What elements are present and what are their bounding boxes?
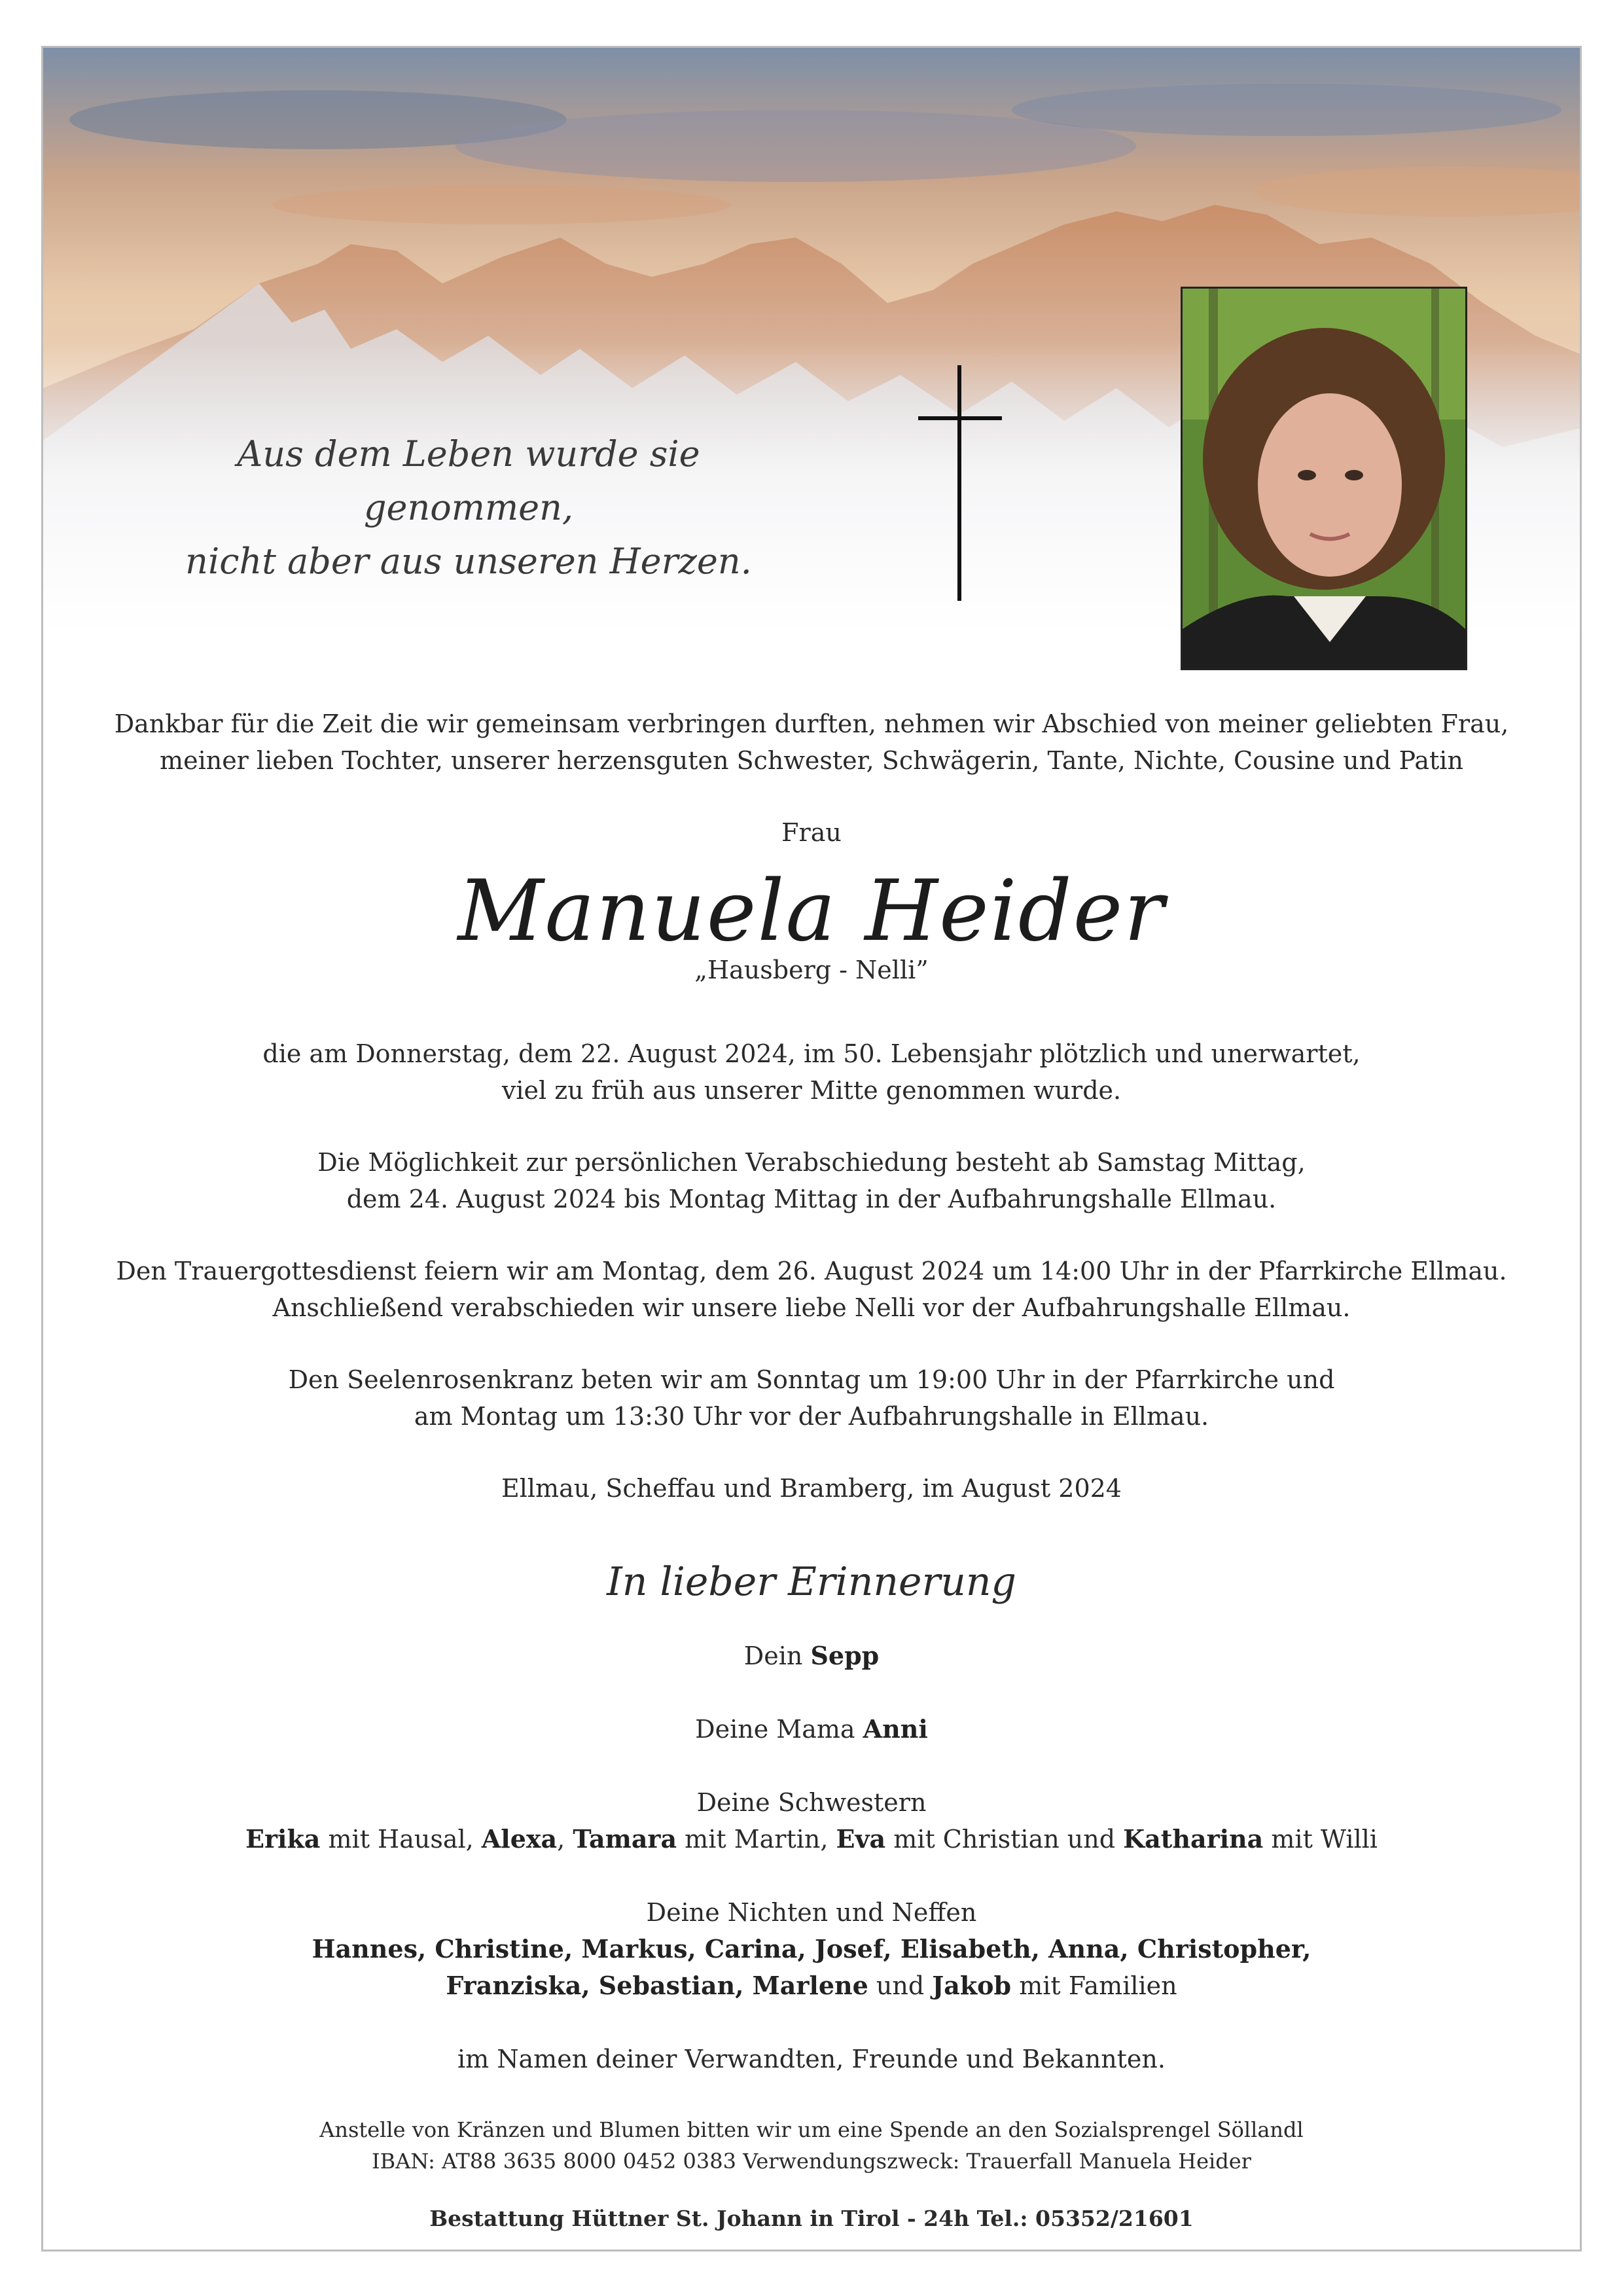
- place-date: Ellmau, Scheffau und Bramberg, im August 2024: [501, 1474, 1122, 1503]
- sister-name: Alexa: [481, 1824, 558, 1854]
- nieces-names: Jakob: [932, 1971, 1012, 2000]
- viewing-paragraph: [43, 1144, 1580, 1217]
- death-line-1: die am Donnerstag, dem 22. August 2024, im 50. Lebensjahr plötzlich und unerwartet,: [262, 1039, 1361, 1068]
- nieces-heading: Deine Nichten und Neffen: [646, 1898, 977, 1927]
- sisters-line: [43, 1821, 1580, 1857]
- quote-line-2: nicht aber aus unseren Herzen.: [185, 541, 752, 582]
- rosary-line-2: am Montag um 13:30 Uhr vor der Aufbahrungshalle in Ellmau.: [414, 1402, 1209, 1431]
- husband-line: [43, 1638, 1580, 1674]
- intro-line-2: meiner lieben Tochter, unserer herzensguten Schwester, Schwägerin, Tante, Nichte, Cousine und Patin: [160, 746, 1463, 775]
- deceased-title: Frau: [781, 818, 842, 847]
- donation-note: [43, 2114, 1580, 2177]
- sister-name: Katharina: [1123, 1824, 1264, 1854]
- sisters-heading: Deine Schwestern: [696, 1788, 927, 1817]
- memorial-quote: [141, 427, 796, 588]
- viewing-line-1: Die Möglichkeit zur persönlichen Verabschiedung besteht ab Samstag Mittag,: [317, 1148, 1306, 1177]
- sister-connector: ,: [557, 1825, 573, 1854]
- nieces-connector: und: [868, 1971, 933, 2000]
- service-paragraph: [43, 1253, 1580, 1326]
- husband-name: Sepp: [810, 1641, 880, 1670]
- donation-line-1: Anstelle von Kränzen und Blumen bitten wir um eine Spende an den Sozialsprengel Söllandl: [319, 2117, 1304, 2142]
- sister-connector: mit Christian und: [885, 1825, 1124, 1854]
- cross-icon: [918, 365, 1002, 601]
- nieces-suffix: mit Familien: [1011, 1971, 1177, 2000]
- sister-connector: mit Martin,: [677, 1825, 836, 1854]
- viewing-line-2: dem 24. August 2024 bis Montag Mittag in der Aufbahrungshalle Ellmau.: [346, 1185, 1277, 1213]
- mother-name: Anni: [863, 1714, 928, 1744]
- mother-line: [43, 1711, 1580, 1748]
- service-line-2: Anschließend verabschieden wir unsere liebe Nelli vor der Aufbahrungshalle Ellmau.: [272, 1293, 1351, 1322]
- intro-line-1: Dankbar für die Zeit die wir gemeinsam verbringen durften, nehmen wir Abschied von meiner geliebten Frau,: [114, 709, 1509, 738]
- sisters-block: [43, 1784, 1580, 1857]
- death-line-2: viel zu früh aus unserer Mitte genommen wurde.: [501, 1076, 1122, 1105]
- service-line-1: Den Trauergottesdienst feiern wir am Montag, dem 26. August 2024 um 14:00 Uhr in der Pfarrkirche Ellmau.: [116, 1257, 1507, 1285]
- husband-prefix: Dein: [743, 1641, 803, 1670]
- intro-paragraph: [43, 706, 1580, 779]
- quote-line-1: Aus dem Leben wurde sie genommen,: [237, 433, 700, 528]
- nieces-line-1: [43, 1931, 1580, 1967]
- deceased-nickname: „Hausberg - Nelli”: [694, 956, 929, 984]
- nieces-names: Hannes, Christine, Markus, Carina, Josef, Elisabeth, Anna, Christopher,: [312, 1934, 1311, 1964]
- sister-name: Tamara: [573, 1824, 677, 1854]
- mother-prefix: Deine Mama: [695, 1715, 855, 1744]
- header-mountain-panorama: [43, 48, 1580, 637]
- nieces-line-2: [43, 1967, 1580, 2004]
- obituary-text: [43, 706, 1580, 2234]
- rosary-paragraph: [43, 1361, 1580, 1435]
- nieces-names: Franziska, Sebastian, Marlene: [446, 1971, 868, 2000]
- remembrance-heading: In lieber Erinnerung: [607, 1559, 1016, 1605]
- deceased-name: Manuela Heider: [457, 863, 1166, 960]
- funeral-home-footer: Bestattung Hüttner St. Johann in Tirol - 24h Tel.: 05352/21601: [429, 2206, 1194, 2231]
- sister-name: Eva: [836, 1824, 886, 1854]
- obituary-card: [41, 46, 1582, 2251]
- sister-connector: mit Willi: [1263, 1825, 1378, 1854]
- nieces-block: [43, 1894, 1580, 2004]
- sister-connector: mit Hausal,: [320, 1825, 482, 1854]
- death-paragraph: [43, 1035, 1580, 1109]
- sister-name: Erika: [245, 1824, 321, 1854]
- portrait-photo: [1181, 287, 1467, 670]
- closing-line: im Namen deiner Verwandten, Freunde und Bekannten.: [457, 2045, 1166, 2073]
- donation-iban: IBAN: AT88 3635 8000 0452 0383 Verwendungszweck: Trauerfall Manuela Heider: [372, 2149, 1251, 2174]
- rosary-line-1: Den Seelenrosenkranz beten wir am Sonntag um 19:00 Uhr in der Pfarrkirche und: [288, 1365, 1335, 1394]
